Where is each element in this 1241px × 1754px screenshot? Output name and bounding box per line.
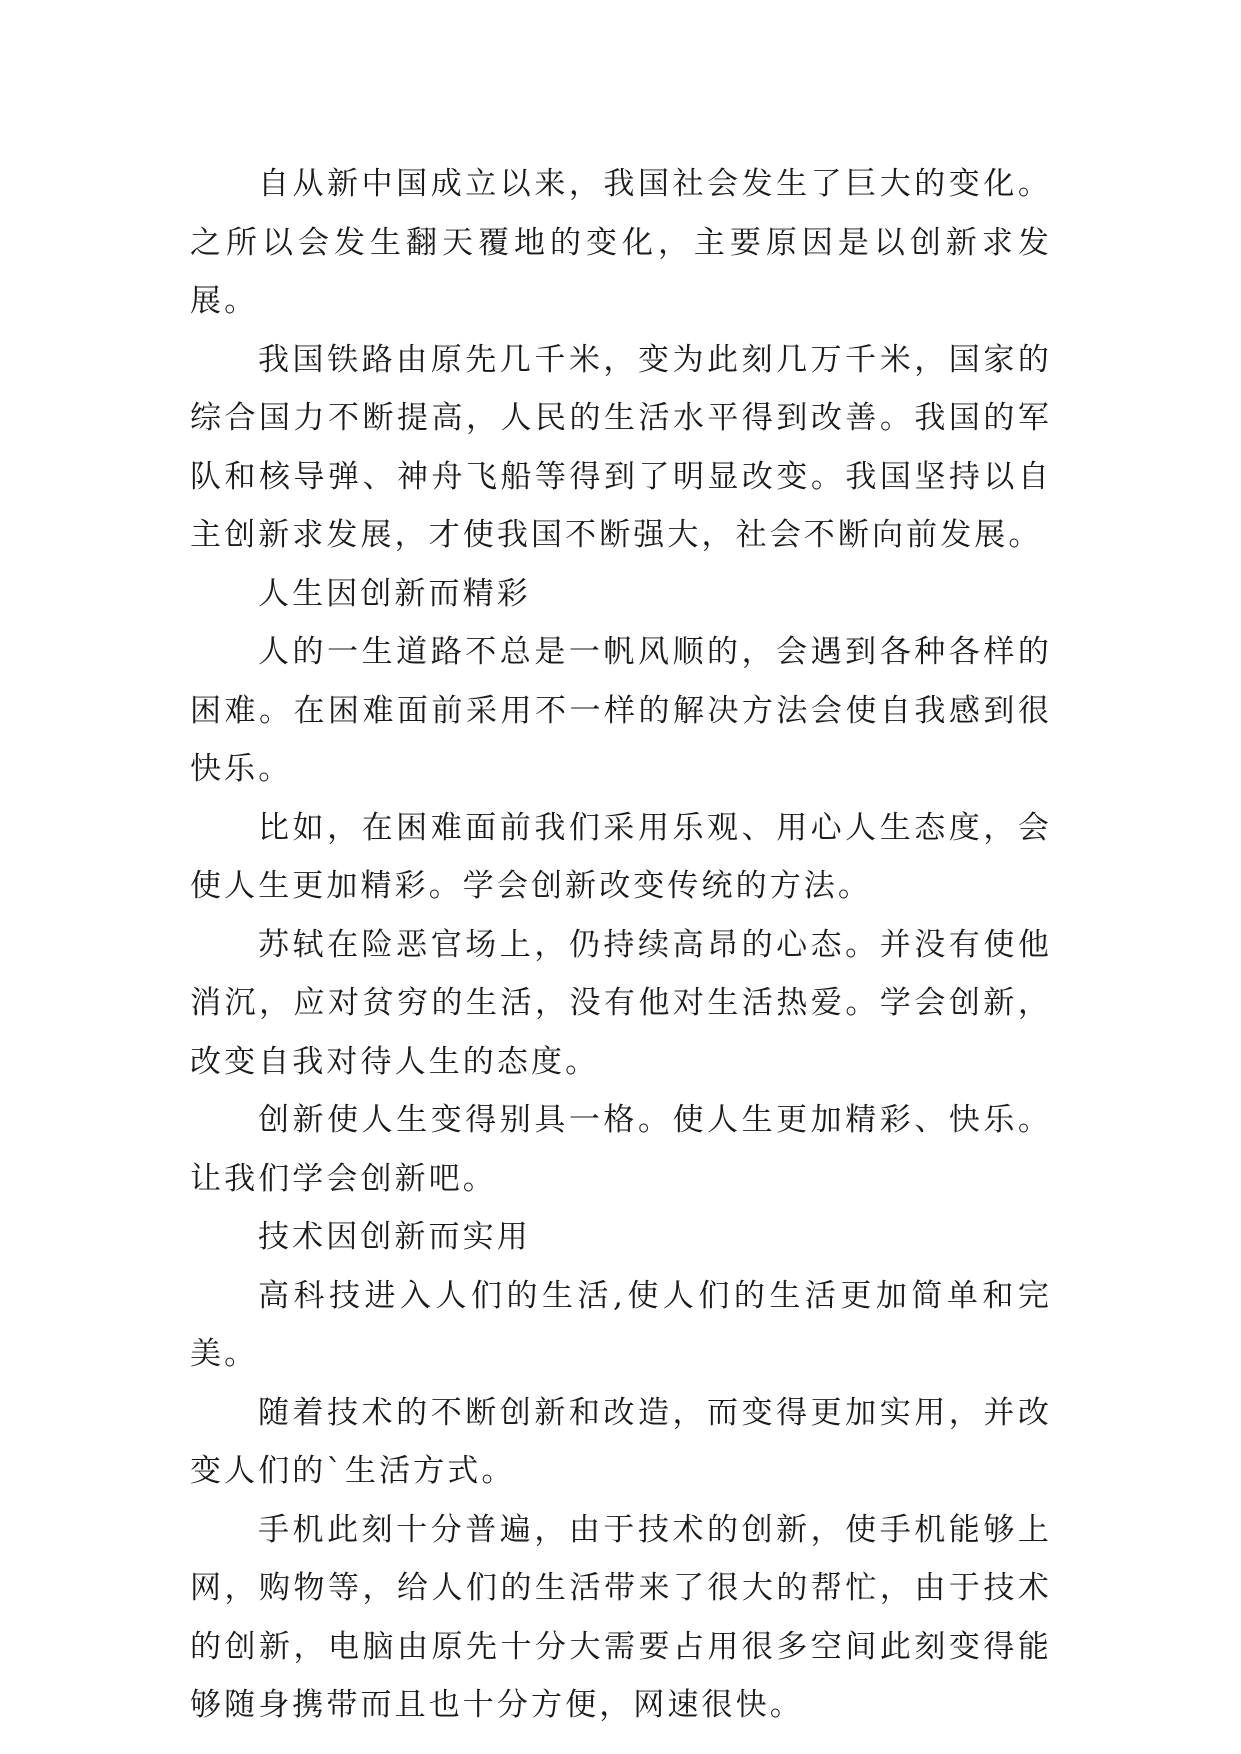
section-heading-technology: 技术因创新而实用 [258, 1219, 531, 1255]
paragraph-sushi: 苏轼在险恶官场上，仍持续高昂的心态。并没有使他消沉，应对贫穷的生活，没有他对生活热爱。学会创新，改变自我对待人生的态度。 [190, 926, 1052, 1080]
paragraph-tech-improvement: 随着技术的不断创新和改造，而变得更加实用，并改变人们的`生活方式。 [190, 1394, 1052, 1489]
paragraph-innovation-life: 创新使人生变得别具一格。使人生更加精彩、快乐。让我们学会创新吧。 [190, 1102, 1052, 1197]
paragraph-high-tech: 高科技进入人们的生活,使人们的生活更加简单和完美。 [190, 1277, 1052, 1372]
paragraph-intro: 自从新中国成立以来，我国社会发生了巨大的变化。之所以会发生翻天覆地的变化，主要原因是以创新求发展。 [190, 166, 1052, 319]
paragraph-life-road: 人的一生道路不总是一帆风顺的，会遇到各种各样的困难。在困难面前采用不一样的解决方法会使自我感到很快乐。 [190, 634, 1052, 787]
document-page [190, 155, 1052, 1735]
paragraph-example: 比如，在困难面前我们采用乐观、用心人生态度，会使人生更加精彩。学会创新改变传统的方法。 [190, 809, 1052, 904]
section-heading-life: 人生因创新而精彩 [258, 575, 531, 612]
paragraph-railway: 我国铁路由原先几千米，变为此刻几万千米，国家的综合国力不断提高，人民的生活水平得到改善。我国的军队和核导弹、神舟飞船等得到了明显改变。我国坚持以自主创新求发展，才使我国不断强大，社会不断向前发展。 [190, 341, 1052, 553]
paragraph-phone-computer: 手机此刻十分普遍，由于技术的创新，使手机能够上网，购物等，给人们的生活带来了很大的帮忙，由于技术的创新，电脑由原先十分大需要占用很多空间此刻变得能够随身携带而且也十分方便，网速很快。 [190, 1511, 1052, 1723]
